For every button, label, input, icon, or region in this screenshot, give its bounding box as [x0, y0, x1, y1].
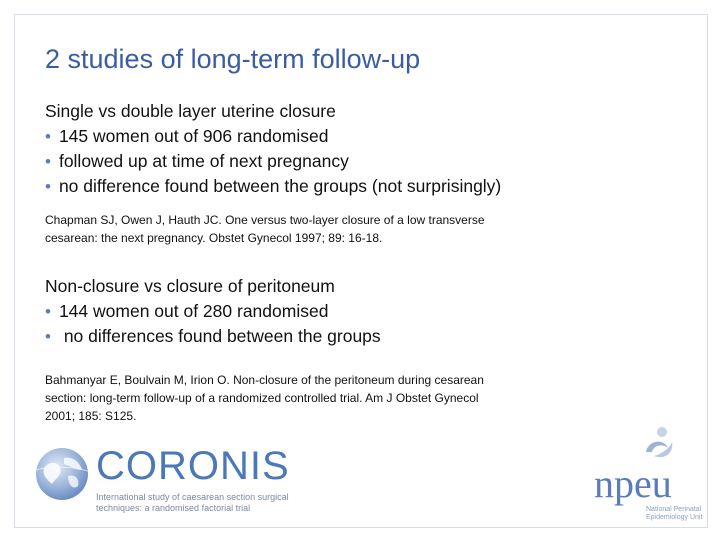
- slide-title: 2 studies of long-term follow-up: [45, 44, 421, 74]
- study-1-heading: Single vs double layer uterine closure: [45, 101, 336, 121]
- npeu-wordmark: npeu: [594, 461, 672, 506]
- npeu-tagline: National Perinatal Epidemiology Unit: [646, 506, 703, 521]
- study-1-section: [45, 99, 501, 199]
- bullet-icon: •: [45, 302, 51, 321]
- coronis-tagline: International study of caesarean section surgical techniques: a randomised factorial trial: [96, 492, 289, 513]
- study-2-bullet-1: • 144 women out of 280 randomised: [45, 301, 329, 321]
- study-2-bullet-2: • no differences found between the groups: [45, 326, 381, 346]
- coronis-logo: [30, 440, 330, 520]
- study-2-heading: Non-closure vs closure of peritoneum: [45, 276, 335, 296]
- study-2-reference: [45, 371, 585, 425]
- reference-line: Chapman SJ, Owen J, Hauth JC. One versus two-layer closure of a low transverse: [45, 213, 485, 227]
- globe-icon: [30, 440, 94, 504]
- reference-line: section: long-term follow-up of a randomized controlled trial. Am J Obstet Gynecol: [45, 391, 479, 405]
- npeu-logo: [588, 420, 708, 530]
- coronis-wordmark: CORONIS: [96, 444, 290, 488]
- bullet-icon: •: [45, 177, 51, 196]
- study-1-reference: [45, 211, 585, 247]
- bullet-icon: •: [45, 152, 51, 171]
- study-1-bullet-2: • followed up at time of next pregnancy: [45, 151, 349, 171]
- study-1-bullet-3: • no difference found between the groups (not surprisingly): [45, 176, 502, 196]
- study-1-bullet-1: • 145 women out of 906 randomised: [45, 126, 329, 146]
- study-2-section: [45, 274, 381, 349]
- reference-line: 2001; 185: S125.: [45, 409, 137, 423]
- reference-line: cesarean: the next pregnancy. Obstet Gynecol 1997; 89: 16-18.: [45, 231, 383, 245]
- reference-line: Bahmanyar E, Boulvain M, Irion O. Non-closure of the peritoneum during cesarean: [45, 373, 484, 387]
- bullet-icon: •: [45, 127, 51, 146]
- bullet-icon: •: [45, 327, 51, 346]
